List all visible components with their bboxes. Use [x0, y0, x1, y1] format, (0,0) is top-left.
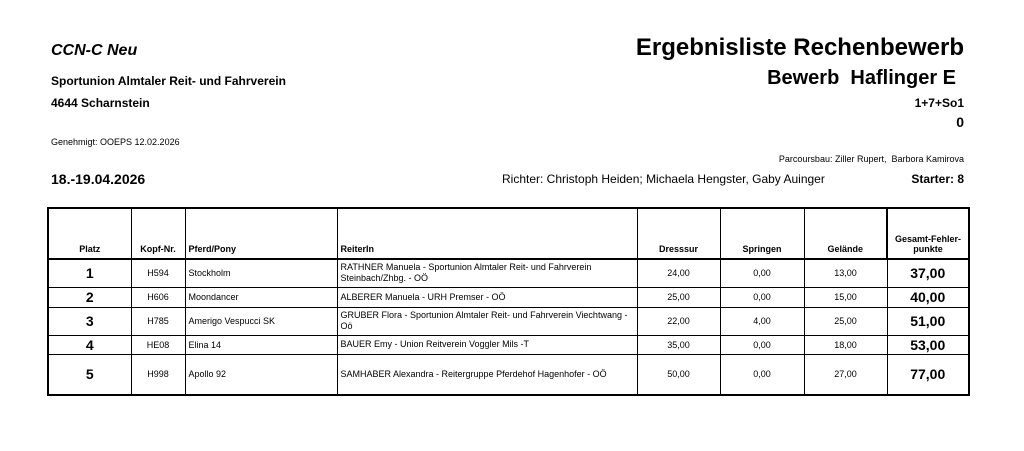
cell-terrain: 18,00 [804, 335, 887, 354]
club-name: Sportunion Almtaler Reit- und Fahrverein [51, 74, 286, 88]
judges: Richter: Christoph Heiden; Michaela Hengster, Gaby Auinger [502, 172, 825, 186]
cell-head-no: H998 [131, 354, 185, 395]
cell-jumping: 0,00 [720, 354, 804, 395]
starter-count: Starter: 8 [911, 172, 964, 186]
table-row [48, 287, 969, 307]
cell-rider: SAMHABER Alexandra - Reitergruppe Pferdehof Hagenhofer - OÖ [337, 354, 637, 395]
cell-terrain: 13,00 [804, 259, 887, 287]
cell-jumping: 4,00 [720, 307, 804, 335]
cell-place: 2 [48, 287, 131, 307]
column-header-horse: Pferd/Pony [185, 208, 337, 259]
competition-title: Bewerb Haflinger E [767, 67, 956, 89]
column-header-rider: ReiterIn [337, 208, 637, 259]
list-title: Ergebnisliste Rechenbewerb [635, 34, 964, 61]
cell-place: 4 [48, 335, 131, 354]
column-header-jumping: Springen [720, 208, 804, 259]
cell-total: 53,00 [887, 335, 969, 354]
cell-terrain: 25,00 [804, 307, 887, 335]
cell-rider: RATHNER Manuela - Sportunion Almtaler Reit- und Fahrverein Steinbach/Zhbg. - OÖ [337, 259, 637, 287]
cell-dressage: 35,00 [637, 335, 720, 354]
cell-jumping: 0,00 [720, 287, 804, 307]
cell-rider: BAUER Emy - Union Reitverein Voggler Mils -T [337, 335, 637, 354]
club-city: 4644 Scharnstein [51, 96, 150, 110]
column-header-terrain: Gelände [804, 208, 887, 259]
cell-place: 1 [48, 259, 131, 287]
results-table [47, 207, 970, 396]
column-header-place: Platz [48, 208, 131, 259]
cell-dressage: 50,00 [637, 354, 720, 395]
cell-horse: Stockholm [185, 259, 337, 287]
event-name: CCN-C Neu [51, 42, 138, 59]
cell-jumping: 0,00 [720, 259, 804, 287]
cell-horse: Apollo 92 [185, 354, 337, 395]
cell-dressage: 22,00 [637, 307, 720, 335]
cell-total: 77,00 [887, 354, 969, 395]
approval-note: Genehmigt: OOEPS 12.02.2026 [51, 137, 180, 147]
competition-code-secondary: 0 [956, 114, 964, 130]
course-builder: Parcoursbau: Ziller Rupert, Barbora Kamirova [778, 154, 964, 164]
table-row [48, 335, 969, 354]
column-header-head-no: Kopf-Nr. [131, 208, 185, 259]
cell-rider: ALBERER Manuela - URH Premser - OÖ [337, 287, 637, 307]
table-row [48, 354, 969, 395]
event-date: 18.-19.04.2026 [51, 171, 146, 187]
column-header-dressage: Dresssur [637, 208, 720, 259]
cell-total: 37,00 [887, 259, 969, 287]
table-row [48, 307, 969, 335]
cell-terrain: 27,00 [804, 354, 887, 395]
cell-head-no: H606 [131, 287, 185, 307]
cell-dressage: 24,00 [637, 259, 720, 287]
cell-head-no: H785 [131, 307, 185, 335]
cell-total: 40,00 [887, 287, 969, 307]
cell-place: 3 [48, 307, 131, 335]
cell-total: 51,00 [887, 307, 969, 335]
table-header-row [48, 208, 969, 259]
cell-horse: Elina 14 [185, 335, 337, 354]
cell-head-no: H594 [131, 259, 185, 287]
cell-dressage: 25,00 [637, 287, 720, 307]
table-row [48, 259, 969, 287]
cell-place: 5 [48, 354, 131, 395]
cell-horse: Moondancer [185, 287, 337, 307]
column-header-total: Gesamt-Fehler-punkte [887, 208, 969, 259]
cell-terrain: 15,00 [804, 287, 887, 307]
cell-rider: GRUBER Flora - Sportunion Almtaler Reit- und Fahrverein Viechtwang -Oö [337, 307, 637, 335]
cell-head-no: HE08 [131, 335, 185, 354]
competition-code: 1+7+So1 [914, 96, 964, 110]
cell-horse: Amerigo Vespucci SK [185, 307, 337, 335]
cell-jumping: 0,00 [720, 335, 804, 354]
